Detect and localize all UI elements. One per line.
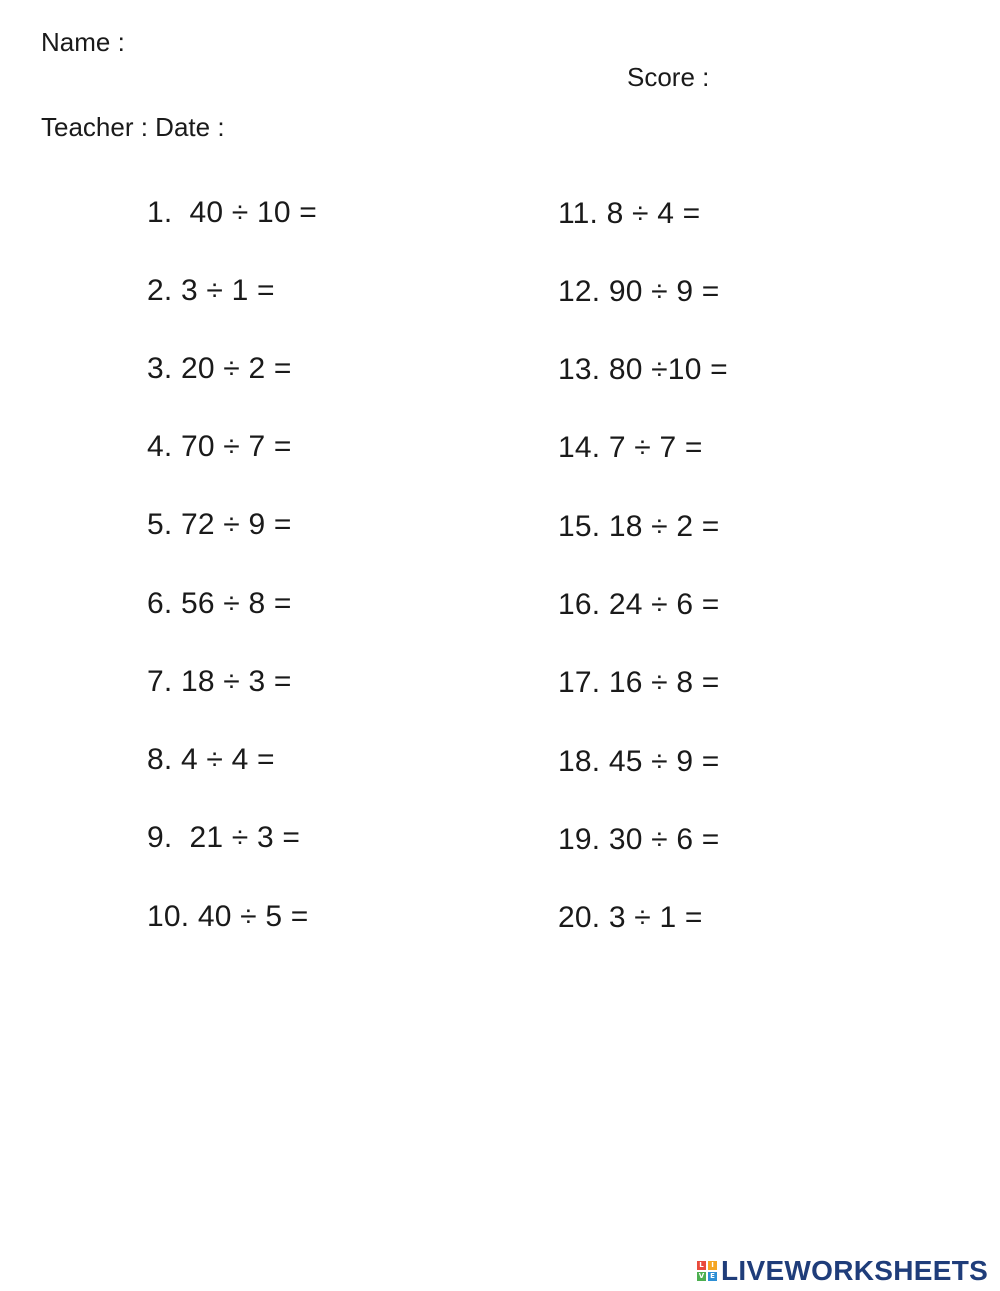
liveworksheets-logo[interactable]: [697, 1254, 988, 1288]
teacher-date-label: Teacher : Date :: [41, 112, 225, 142]
problem-19: 19. 30 ÷ 6 =: [558, 823, 720, 856]
problem-14: 14. 7 ÷ 7 =: [558, 431, 703, 464]
name-label: Name :: [41, 27, 125, 57]
liveworksheets-logo-icon: [697, 1261, 717, 1281]
logo-text: LIVEWORKSHEETS: [721, 1255, 989, 1286]
logo-block-e: E: [708, 1272, 717, 1281]
problem-16: 16. 24 ÷ 6 =: [558, 588, 720, 621]
problem-12: 12. 90 ÷ 9 =: [558, 275, 720, 308]
logo-block-l: L: [697, 1261, 706, 1270]
problem-9: 9. 21 ÷ 3 =: [147, 821, 301, 854]
problem-13: 13. 80 ÷10 =: [558, 353, 728, 386]
logo-block-v: V: [698, 1272, 705, 1280]
problem-18: 18. 45 ÷ 9 =: [558, 745, 720, 778]
problem-11: 11. 8 ÷ 4 =: [558, 197, 701, 230]
problem-10: 10. 40 ÷ 5 =: [147, 900, 309, 933]
problem-3: 3. 20 ÷ 2 =: [147, 352, 292, 385]
problem-8: 8. 4 ÷ 4 =: [147, 743, 275, 776]
problem-5: 5. 72 ÷ 9 =: [147, 508, 292, 541]
problem-1: 1. 40 ÷ 10 =: [147, 196, 318, 229]
problem-6: 6. 56 ÷ 8 =: [147, 587, 292, 620]
logo-block-i: I: [708, 1261, 717, 1270]
problem-2: 2. 3 ÷ 1 =: [147, 274, 275, 307]
problem-15: 15. 18 ÷ 2 =: [558, 510, 720, 543]
problem-17: 17. 16 ÷ 8 =: [558, 666, 720, 699]
problem-4: 4. 70 ÷ 7 =: [147, 430, 292, 463]
problem-7: 7. 18 ÷ 3 =: [147, 665, 292, 698]
problem-20: 20. 3 ÷ 1 =: [558, 901, 703, 934]
score-label: Score :: [627, 62, 710, 92]
